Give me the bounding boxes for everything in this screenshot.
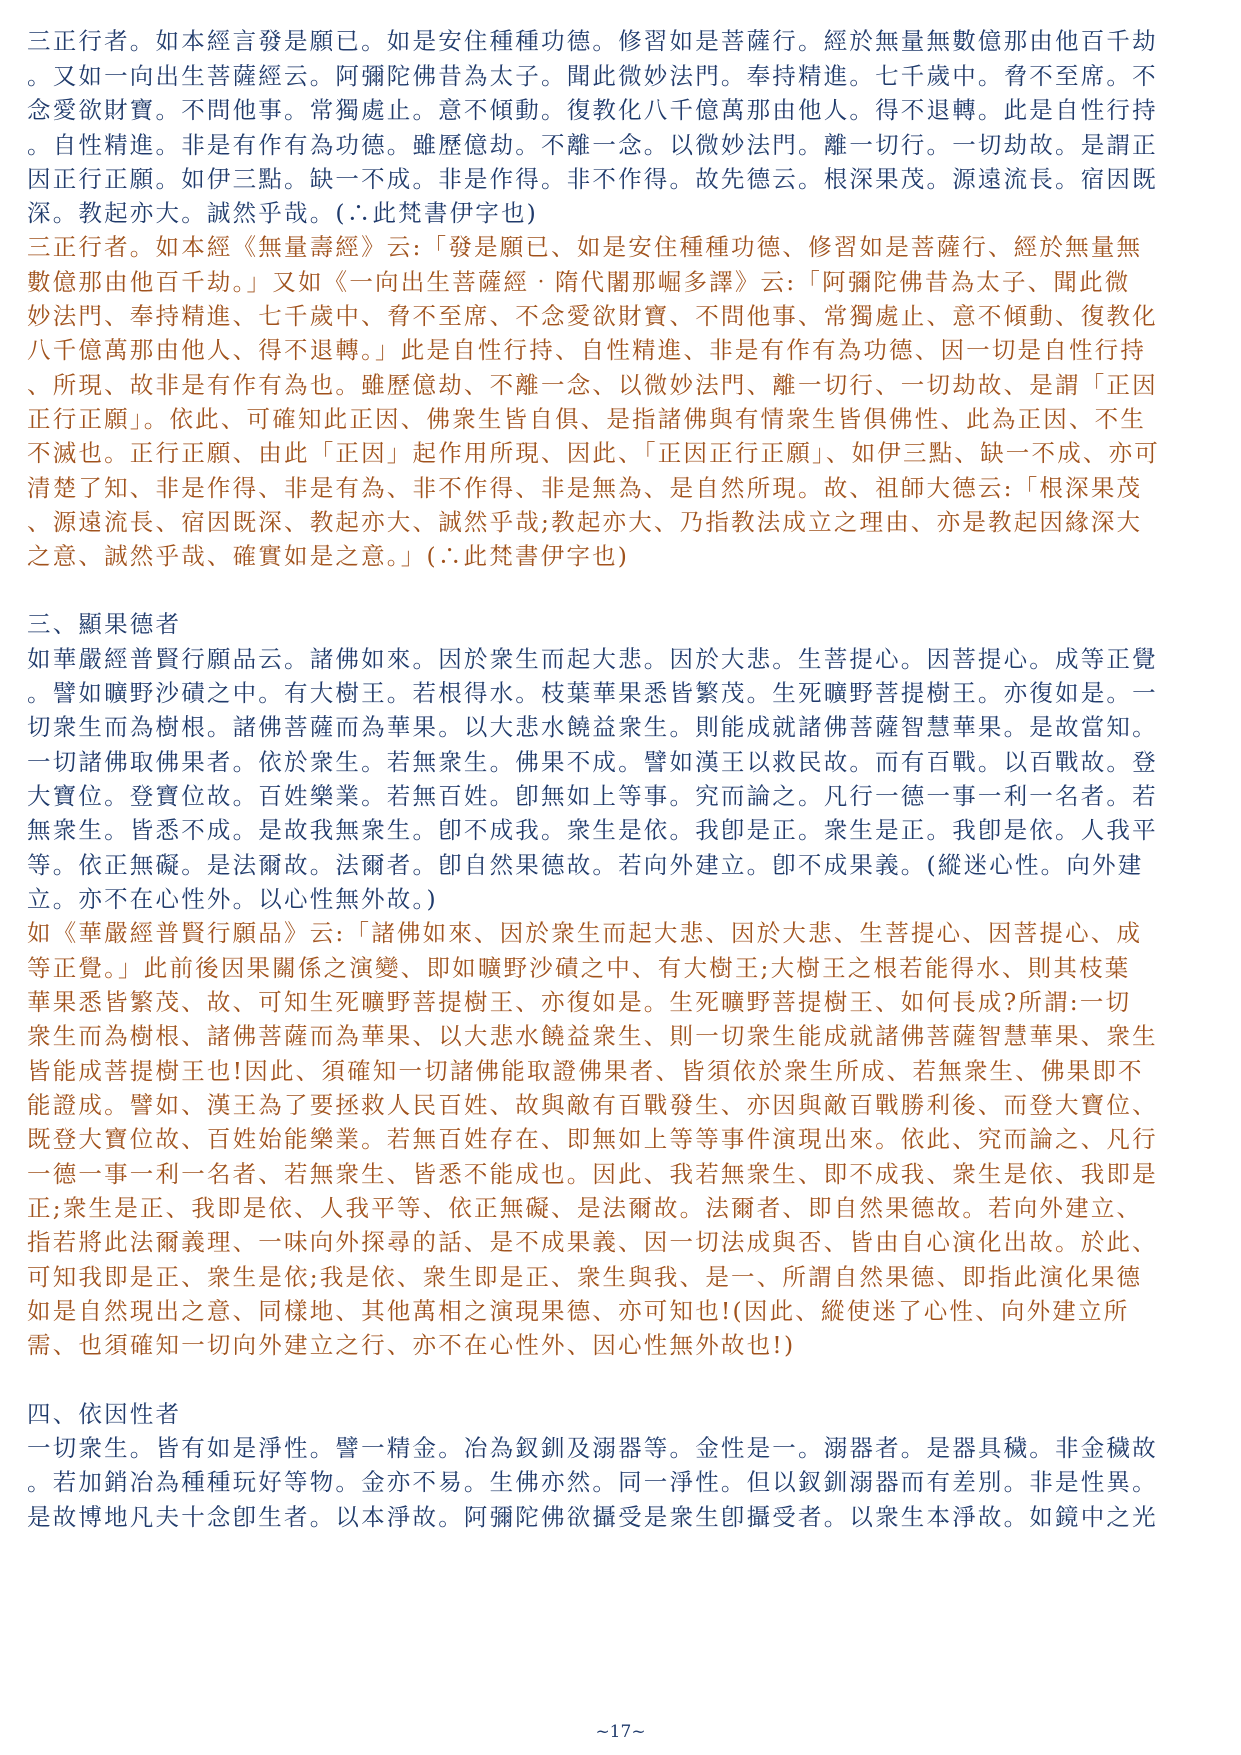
text-line: 如華嚴經普賢行願品云。諸佛如來。因於衆生而起大悲。因於大悲。生菩提心。因菩提心。成等正覺 <box>27 645 1158 673</box>
text-line: 念愛欲財寶。不問他事。常獨處止。意不傾動。復教化八千億萬那由他人。得不退轉。此是自性行持 <box>27 96 1158 124</box>
commentary-line: 三正行者。如本經《無量壽經》云:「發是願已、如是安住種種功德、修習如是菩薩行、經於無量無 <box>27 233 1143 261</box>
commentary-line: 、源遠流長、宿因既深、教起亦大、誠然乎哉;教起亦大、乃指教法成立之理由、亦是教起因緣深大 <box>27 508 1143 536</box>
commentary-line: 如是自然現出之意、同樣地、其他萬相之演現果德、亦可知也!(因此、縱使迷了心性、向外建立所 <box>27 1297 1130 1325</box>
commentary-line: 正;衆生是正、我即是依、人我平等、依正無礙、是法爾故。法爾者、即自然果德故。若向外建立、 <box>27 1194 1143 1222</box>
commentary-line: 等正覺。」此前後因果關係之演變、即如曠野沙磧之中、有大樹王;大樹王之根若能得水、則其枝葉 <box>27 954 1131 982</box>
text-line: 等。依正無礙。是法爾故。法爾者。卽自然果德故。若向外建立。卽不成果義。(縱迷心性。向外建 <box>27 851 1144 879</box>
text-line: 是故博地凡夫十念卽生者。以本淨故。阿彌陀佛欲攝受是衆生卽攝受者。以衆生本淨故。如鏡中之光 <box>27 1503 1158 1531</box>
commentary-line: 數億那由他百千劫。」又如《一向出生菩薩經‧隋代闍那崛多譯》云:「阿彌陀佛昔為太子、聞此微 <box>27 268 1131 296</box>
commentary-line: 一德一事一利一名者、若無衆生、皆悉不能成也。因此、我若無衆生、即不成我、衆生是依、我即是 <box>27 1160 1158 1188</box>
commentary-line: 皆能成菩提樹王也!因此、須確知一切諸佛能取證佛果者、皆須依於衆生所成、若無衆生、佛果即不 <box>27 1057 1144 1085</box>
commentary-line: 既登大寶位故、百姓始能樂業。若無百姓存在、即無如上等等事件演現出來。依此、究而論之、凡行 <box>27 1125 1158 1153</box>
commentary-line: 能證成。譬如、漢王為了要拯救人民百姓、故與敵有百戰發生、亦因與敵百戰勝利後、而登大寶位、 <box>27 1091 1158 1119</box>
commentary-line: 如《華嚴經普賢行願品》云:「諸佛如來、因於衆生而起大悲、因於大悲、生菩提心、因菩提心、成 <box>27 919 1143 947</box>
commentary-line: 正行正願」。依此、可確知此正因、佛衆生皆自俱、是指諸佛與有情衆生皆俱佛性、此為正因、不生 <box>27 405 1147 433</box>
text-line: 因正行正願。如伊三點。缺一不成。非是作得。非不作得。故先德云。根深果茂。源遠流長。宿因既 <box>27 165 1158 193</box>
page-number: ~17~ <box>595 1722 646 1742</box>
section-heading: 三、顯果德者 <box>27 610 182 638</box>
commentary-line: 華果悉皆繁茂、故、可知生死曠野菩提樹王、亦復如是。生死曠野菩提樹王、如何長成?所謂:一切 <box>27 988 1132 1016</box>
commentary-line: 之意、誠然乎哉、確實如是之意。」(∴此梵書伊字也) <box>27 542 630 570</box>
commentary-line: 衆生而為樹根、諸佛菩薩而為華果、以大悲水饒益衆生、則一切衆生能成就諸佛菩薩智慧華果、衆生 <box>27 1022 1158 1050</box>
commentary-line: 需、也須確知一切向外建立之行、亦不在心性外、因心性無外故也!) <box>27 1331 796 1359</box>
text-line: 立。亦不在心性外。以心性無外故。) <box>27 885 438 913</box>
text-line: 大寶位。登寶位故。百姓樂業。若無百姓。卽無如上等事。究而論之。凡行一德一事一利一名者。若 <box>27 782 1158 810</box>
commentary-line: 八千億萬那由他人、得不退轉。」此是自性行持、自性精進、非是有作有為功德、因一切是自性行持 <box>27 336 1147 364</box>
commentary-line: 不滅也。正行正願、由此「正因」起作用所現、因此、「正因正行正願」、如伊三點、缺一不成、亦可 <box>27 439 1160 467</box>
section-heading: 四、依因性者 <box>27 1400 182 1428</box>
text-line: 一切諸佛取佛果者。依於衆生。若無衆生。佛果不成。譬如漢王以救民故。而有百戰。以百戰故。登 <box>27 748 1158 776</box>
text-line: 。譬如曠野沙磧之中。有大樹王。若根得水。枝葉華果悉皆繁茂。生死曠野菩提樹王。亦復如是。一 <box>27 679 1158 707</box>
commentary-line: 可知我即是正、衆生是依;我是依、衆生即是正、衆生與我、是一、所謂自然果德、即指此演化果德 <box>27 1263 1143 1291</box>
text-line: 。自性精進。非是有作有為功德。雖歷億劫。不離一念。以微妙法門。離一切行。一切劫故。是謂正 <box>27 131 1158 159</box>
commentary-line: 妙法門、奉持精進、七千歲中、脅不至席、不念愛欲財寶、不問他事、常獨處止、意不傾動、復教化 <box>27 302 1158 330</box>
text-line: 切衆生而為樹根。諸佛菩薩而為華果。以大悲水饒益衆生。則能成就諸佛菩薩智慧華果。是故當知。 <box>27 713 1158 741</box>
text-line: 一切衆生。皆有如是淨性。譬一精金。冶為釵釧及溺器等。金性是一。溺器者。是器具穢。非金穢故 <box>27 1434 1158 1462</box>
text-line: 無衆生。皆悉不成。是故我無衆生。卽不成我。衆生是依。我卽是正。衆生是正。我卽是依。人我平 <box>27 816 1158 844</box>
commentary-line: 清楚了知、非是作得、非是有為、非不作得、非是無為、是自然所現。故、祖師大德云:「根深果茂 <box>27 474 1143 502</box>
text-line: 深。教起亦大。誠然乎哉。(∴此梵書伊字也) <box>27 199 539 227</box>
commentary-line: 指若將此法爾義理、一味向外探尋的話、是不成果義、因一切法成與否、皆由自心演化出故。於此、 <box>27 1228 1158 1256</box>
commentary-line: 、所現、故非是有作有為也。雖歷億劫、不離一念、以微妙法門、離一切行、一切劫故、是謂「正因 <box>27 371 1158 399</box>
text-line: 。又如一向出生菩薩經云。阿彌陀佛昔為太子。聞此微妙法門。奉持精進。七千歲中。脅不至席。不 <box>27 62 1158 90</box>
text-line: 三正行者。如本經言發是願已。如是安住種種功德。修習如是菩薩行。經於無量無數億那由他百千劫 <box>27 27 1158 55</box>
text-line: 。若加銷冶為種種玩好等物。金亦不易。生佛亦然。同一淨性。但以釵釧溺器而有差別。非是性異。 <box>27 1468 1158 1496</box>
